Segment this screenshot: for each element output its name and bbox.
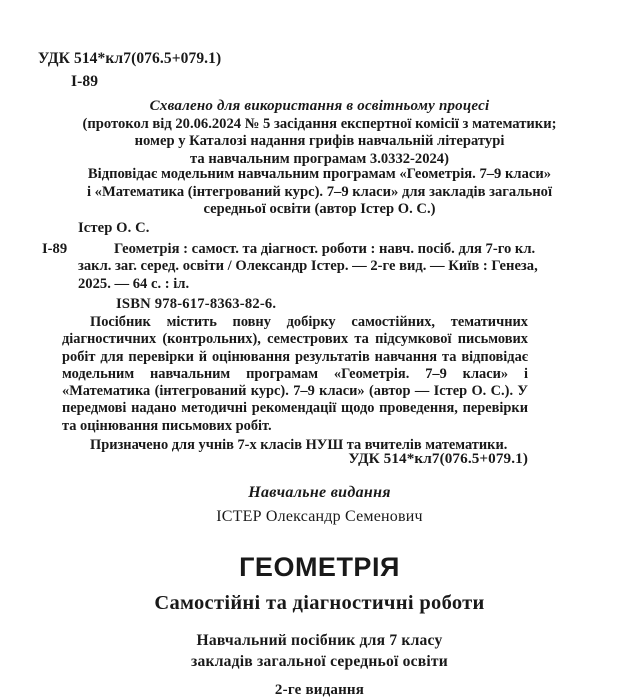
biblio-author-heading: Істер О. С. — [78, 220, 150, 236]
book-subtitle: Самостійні та діагностичні роботи — [154, 592, 485, 614]
approval-title: Схвалено для використання в освітньому процесі — [149, 98, 490, 114]
annotation-paragraph-2: Призначено для учнів 7-х класів НУШ та вчителів математики. — [90, 437, 508, 454]
conformity-line-2: і «Математика (інтегрований курс). 7–9 класи» для закладів загальної — [86, 183, 553, 200]
biblio-record-row — [38, 241, 598, 294]
conformity-line-3: середньої освіти (автор Істер О. С.) — [203, 201, 436, 218]
udk-classification-header — [38, 50, 221, 91]
conformity-statement-block — [28, 166, 611, 219]
purpose-line-2: закладів загальної середньої освіти — [191, 653, 448, 670]
author-sign-code: І-89 — [71, 73, 99, 90]
annotation-block — [62, 314, 528, 454]
author-full-name: ІСТЕР Олександр Семенович — [216, 508, 423, 525]
isbn-line: ISBN 978-617-8363-82-6. — [116, 296, 277, 313]
udk-code-line: УДК 514*кл7(076.5+079.1) — [38, 50, 222, 67]
colophon-block — [28, 484, 611, 699]
biblio-shelf-code: І-89 — [42, 240, 68, 257]
biblio-description: Геометрія : самост. та діагност. роботи : навч. посіб. для 7-го кл. закл. заг. серед. освіти / Олександр Істер. — 2-ге вид. — Київ : Генеза, 2025. — 64 с. : іл. — [78, 240, 538, 292]
purpose-line-1: Навчальний посібник для 7 класу — [196, 632, 443, 649]
book-title: ГЕОМЕТРІЯ — [239, 552, 400, 582]
annotation-paragraph-1: Посібник містить повну добірку самостійних, тематичних діагностичних (контрольних), семестрових та підсумкової письмових робіт для перевірки й оцінювання результатів навчання та відповідає модельним навчальним програмам «Геометрія. 7–9 класи» і «Математика (інтегрований курс). 7–9 класи» (автор — Істер О. С.). У передмові надано методичні рекомендації щодо проведення, перевірки та оцінювання письмових робіт. — [62, 314, 528, 434]
udk-footer-code: УДК 514*кл7(076.5+079.1) — [348, 450, 528, 467]
approval-protocol-line: (протокол від 20.06.2024 № 5 засідання експертної комісії з математики; — [82, 115, 557, 132]
conformity-line-1: Відповідає модельним навчальним програмам «Геометрія. 7–9 класи» — [87, 166, 552, 182]
approval-catalog-line: номер у Каталозі надання грифів навчальній літературі — [134, 133, 505, 150]
approval-statement-block — [28, 98, 611, 168]
edition-number: 2-ге видання — [274, 682, 365, 698]
approval-program-line: та навчальним програмам 3.0332-2024) — [190, 150, 449, 167]
bibliographic-record — [38, 220, 598, 314]
edition-kind-label: Навчальне видання — [248, 484, 391, 501]
